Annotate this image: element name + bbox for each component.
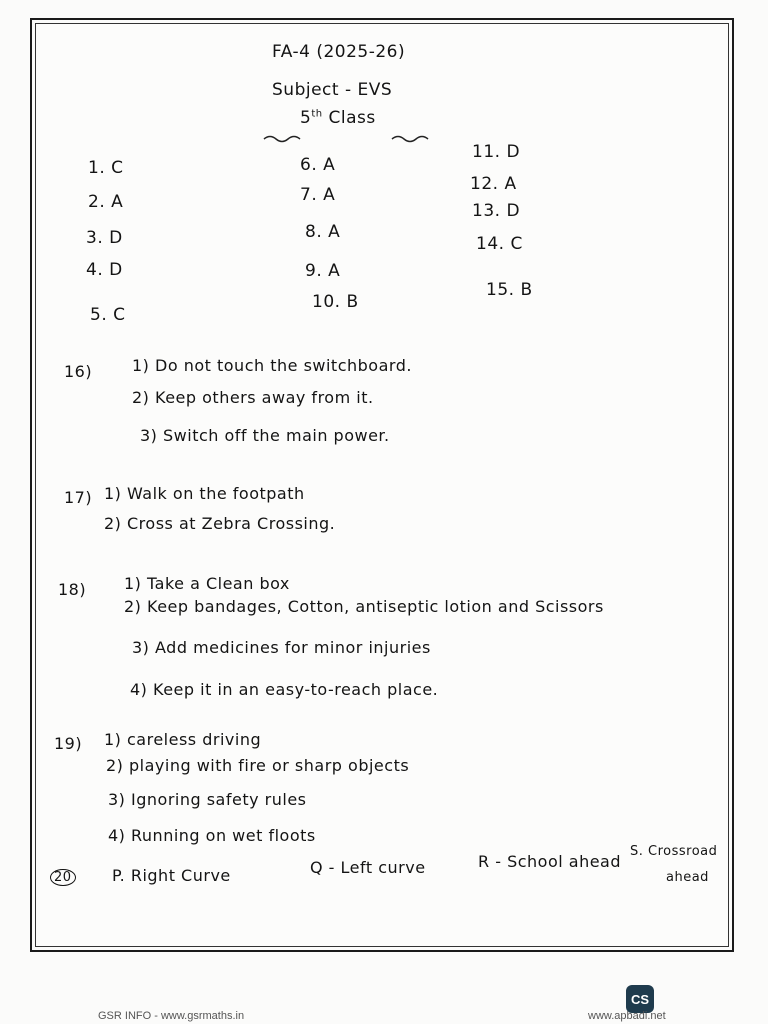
answer-p: P. Right Curve <box>112 866 231 885</box>
mcq-answer: 5. C <box>90 305 126 325</box>
mcq-answer: 6. A <box>300 155 336 175</box>
mcq-answer: 4. D <box>86 260 123 280</box>
answer-line: 1) Take a Clean box <box>124 574 290 593</box>
mcq-answer: 2. A <box>88 192 124 212</box>
class-label <box>300 108 376 128</box>
subject-label: Subject - EVS <box>272 80 393 100</box>
answer-line: 2) Keep others away from it. <box>132 388 374 407</box>
question-20-marker <box>50 866 76 885</box>
page-title: FA-4 (2025-26) <box>272 42 406 62</box>
mcq-answer: 7. A <box>300 185 336 205</box>
mcq-answer: 15. B <box>486 280 533 300</box>
answer-s: S. Crossroad <box>630 844 718 859</box>
mcq-answer: 9. A <box>305 261 341 281</box>
footer-right-text: www.apbadi.net <box>588 1010 666 1022</box>
mcq-answer: 1. C <box>88 158 124 178</box>
question-number-circled: 20 <box>50 869 76 886</box>
answer-line: 4) Running on wet floots <box>108 826 316 845</box>
mcq-answer: 12. A <box>470 174 517 194</box>
answer-line: 3) Add medicines for minor injuries <box>132 638 431 657</box>
answer-line: 1) Walk on the footpath <box>104 484 305 503</box>
answer-line: 2) Cross at Zebra Crossing. <box>104 514 336 533</box>
mcq-answer: 3. D <box>86 228 123 248</box>
question-number: 19) <box>54 734 83 753</box>
camscanner-logo: CS <box>626 985 654 1013</box>
question-number: 18) <box>58 580 87 599</box>
answer-q: Q - Left curve <box>310 858 426 877</box>
mcq-answer: 8. A <box>305 222 341 242</box>
mcq-answer: 14. C <box>476 234 523 254</box>
underline-squiggle <box>262 132 442 146</box>
answer-r: R - School ahead <box>478 852 622 871</box>
answer-line: 4) Keep it in an easy-to-reach place. <box>130 680 439 699</box>
mcq-answer: 11. D <box>472 142 521 162</box>
question-number: 17) <box>64 488 93 507</box>
class-superscript: th <box>311 108 323 120</box>
answer-line: 2) playing with fire or sharp objects <box>106 756 410 775</box>
footer-left-text: GSR INFO - www.gsrmaths.in <box>98 1010 245 1022</box>
class-word: Class <box>328 108 376 128</box>
mcq-answer: 10. B <box>312 292 359 312</box>
answer-line: 1) careless driving <box>104 730 262 749</box>
answer-line: 1) Do not touch the switchboard. <box>132 356 412 375</box>
mcq-answer: 13. D <box>472 201 521 221</box>
answer-line: 3) Switch off the main power. <box>140 426 390 445</box>
class-number: 5 <box>300 108 312 128</box>
answer-s-cont: ahead <box>666 870 709 885</box>
question-number: 16) <box>64 362 93 381</box>
answer-line: 2) Keep bandages, Cotton, antiseptic lotion and Scissors <box>124 597 604 616</box>
answer-line: 3) Ignoring safety rules <box>108 790 307 809</box>
